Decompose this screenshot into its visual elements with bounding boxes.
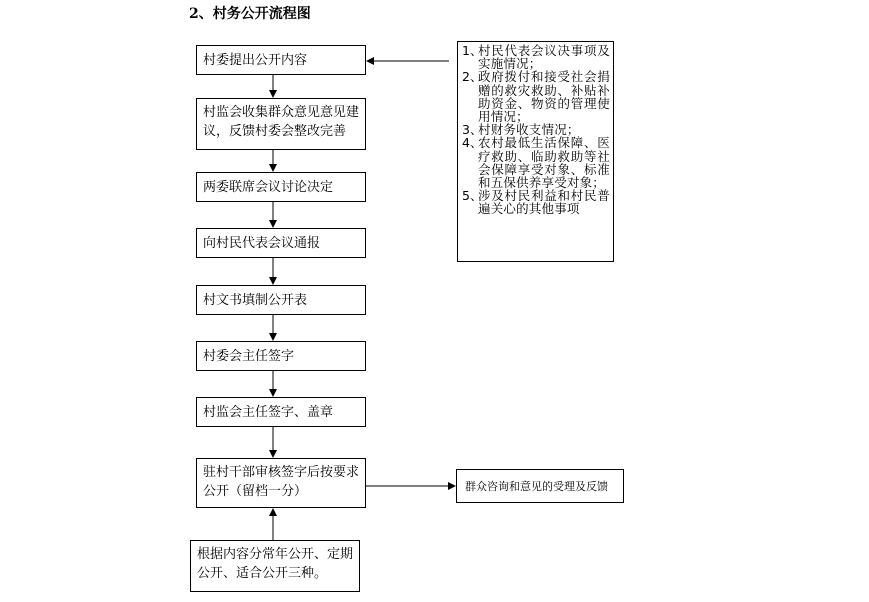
content-item-number: 5、: [462, 188, 483, 204]
flow-step-label: 村监会收集群众意见意见建议，反馈村委会整改完善: [203, 105, 360, 139]
page-title: 2、村务公开流程图: [189, 6, 311, 22]
content-item-text: 村财务收支情况；: [478, 122, 580, 138]
flow-step-label: 村委提出公开内容: [203, 52, 308, 68]
flow-step-label: 村委会主任签字: [203, 348, 295, 364]
flow-step-label: 驻村干部审核签字后按要求公开（留档一分）: [203, 465, 360, 499]
content-item-text: 农村最低生活保障、医疗救助、临助救助等社会保障享受对象、标准和五保供养享受对象；: [478, 135, 610, 191]
content-item-number: 3、: [462, 122, 483, 138]
content-item-text: 村民代表会议决事项及实施情况；: [478, 43, 610, 72]
flow-step-label: 村监会主任签字、盖章: [203, 404, 334, 420]
content-item-number: 2、: [462, 69, 483, 85]
content-item-number: 4、: [462, 135, 483, 151]
flow-step-label: 向村民代表会议通报: [203, 235, 321, 251]
content-item-text: 涉及村民利益和村民普遍关心的其他事项: [478, 188, 610, 217]
flow-step-label: 两委联席会议讨论决定: [203, 179, 334, 195]
flow-step-label: 村文书填制公开表: [203, 292, 308, 308]
basis-label: 根据内容分常年公开、定期公开、适合公开三种。: [197, 547, 354, 581]
feedback-label: 群众咨询和意见的受理及反馈: [465, 480, 608, 493]
content-item-text: 政府拨付和接受社会捐赠的救灾救助、补贴补助资金、物资的管理使用情况；: [478, 69, 610, 125]
content-item-number: 1、: [462, 43, 483, 58]
